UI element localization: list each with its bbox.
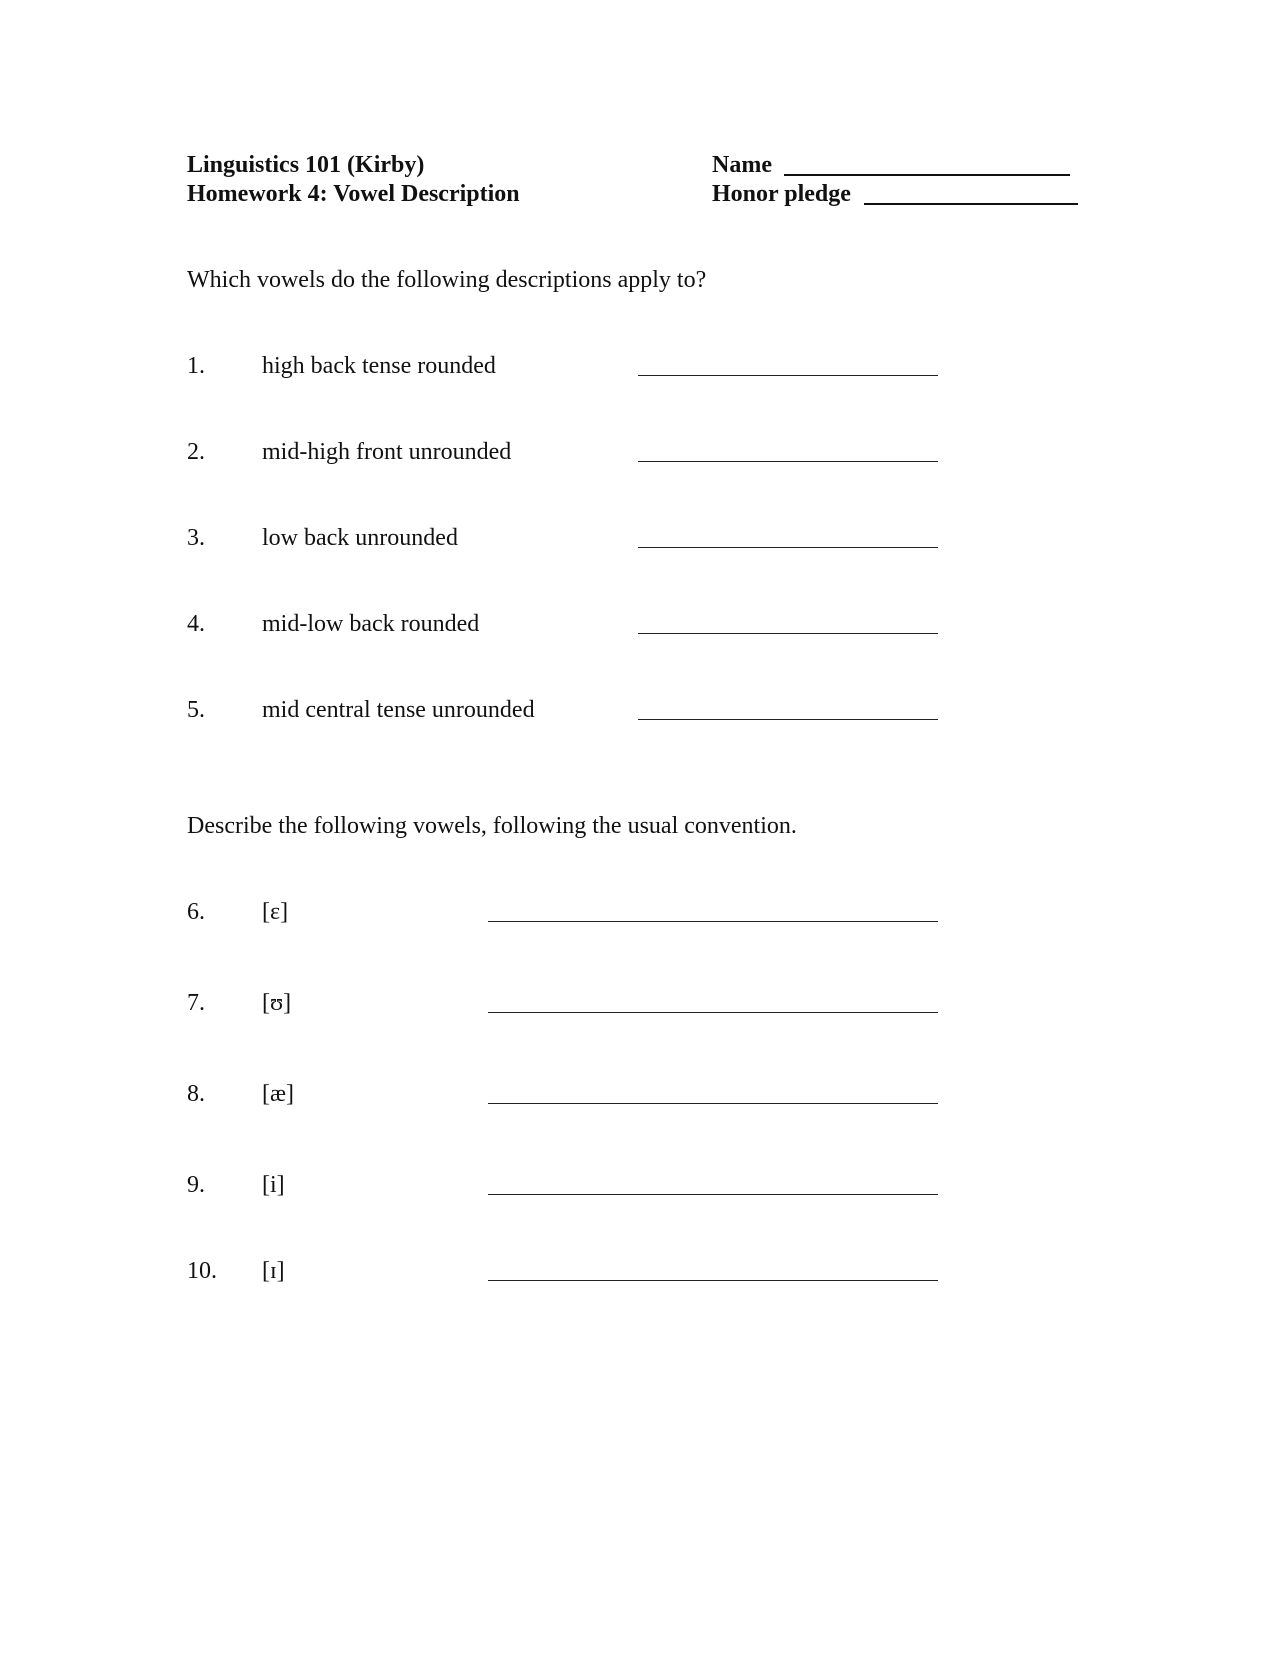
vowel-symbol: [i] <box>262 1172 285 1198</box>
honor-pledge-label: Honor pledge <box>712 181 851 207</box>
name-label: Name <box>712 152 772 178</box>
question-number: 2. <box>187 439 205 465</box>
question-number: 3. <box>187 525 205 551</box>
section1-prompt: Which vowels do the following descriptions apply to? <box>187 267 707 293</box>
question-number: 7. <box>187 990 205 1016</box>
answer-line[interactable] <box>638 375 938 376</box>
answer-line[interactable] <box>488 1194 938 1195</box>
question-number: 4. <box>187 611 205 637</box>
answer-line[interactable] <box>488 1012 938 1013</box>
section2-prompt: Describe the following vowels, following the usual convention. <box>187 813 797 839</box>
question-number: 9. <box>187 1172 205 1198</box>
vowel-description: mid central tense unrounded <box>262 697 535 723</box>
question-number: 6. <box>187 899 205 925</box>
answer-line[interactable] <box>488 921 938 922</box>
answer-line[interactable] <box>488 1103 938 1104</box>
vowel-symbol: [ɪ] <box>262 1258 285 1284</box>
vowel-symbol: [ɛ] <box>262 899 289 925</box>
question-number: 1. <box>187 353 205 379</box>
assignment-title: Homework 4: Vowel Description <box>187 181 520 207</box>
answer-line[interactable] <box>638 633 938 634</box>
answer-line[interactable] <box>638 547 938 548</box>
name-field-line[interactable] <box>784 174 1070 176</box>
honor-pledge-field-line[interactable] <box>864 203 1078 205</box>
question-number: 10. <box>187 1258 217 1284</box>
answer-line[interactable] <box>638 719 938 720</box>
question-number: 8. <box>187 1081 205 1107</box>
vowel-description: mid-low back rounded <box>262 611 480 637</box>
course-title: Linguistics 101 (Kirby) <box>187 152 425 178</box>
answer-line[interactable] <box>488 1280 938 1281</box>
answer-line[interactable] <box>638 461 938 462</box>
vowel-description: high back tense rounded <box>262 353 496 379</box>
vowel-symbol: [ʊ] <box>262 990 292 1016</box>
vowel-description: mid-high front unrounded <box>262 439 512 465</box>
question-number: 5. <box>187 697 205 723</box>
vowel-description: low back unrounded <box>262 525 458 551</box>
vowel-symbol: [æ] <box>262 1081 294 1107</box>
